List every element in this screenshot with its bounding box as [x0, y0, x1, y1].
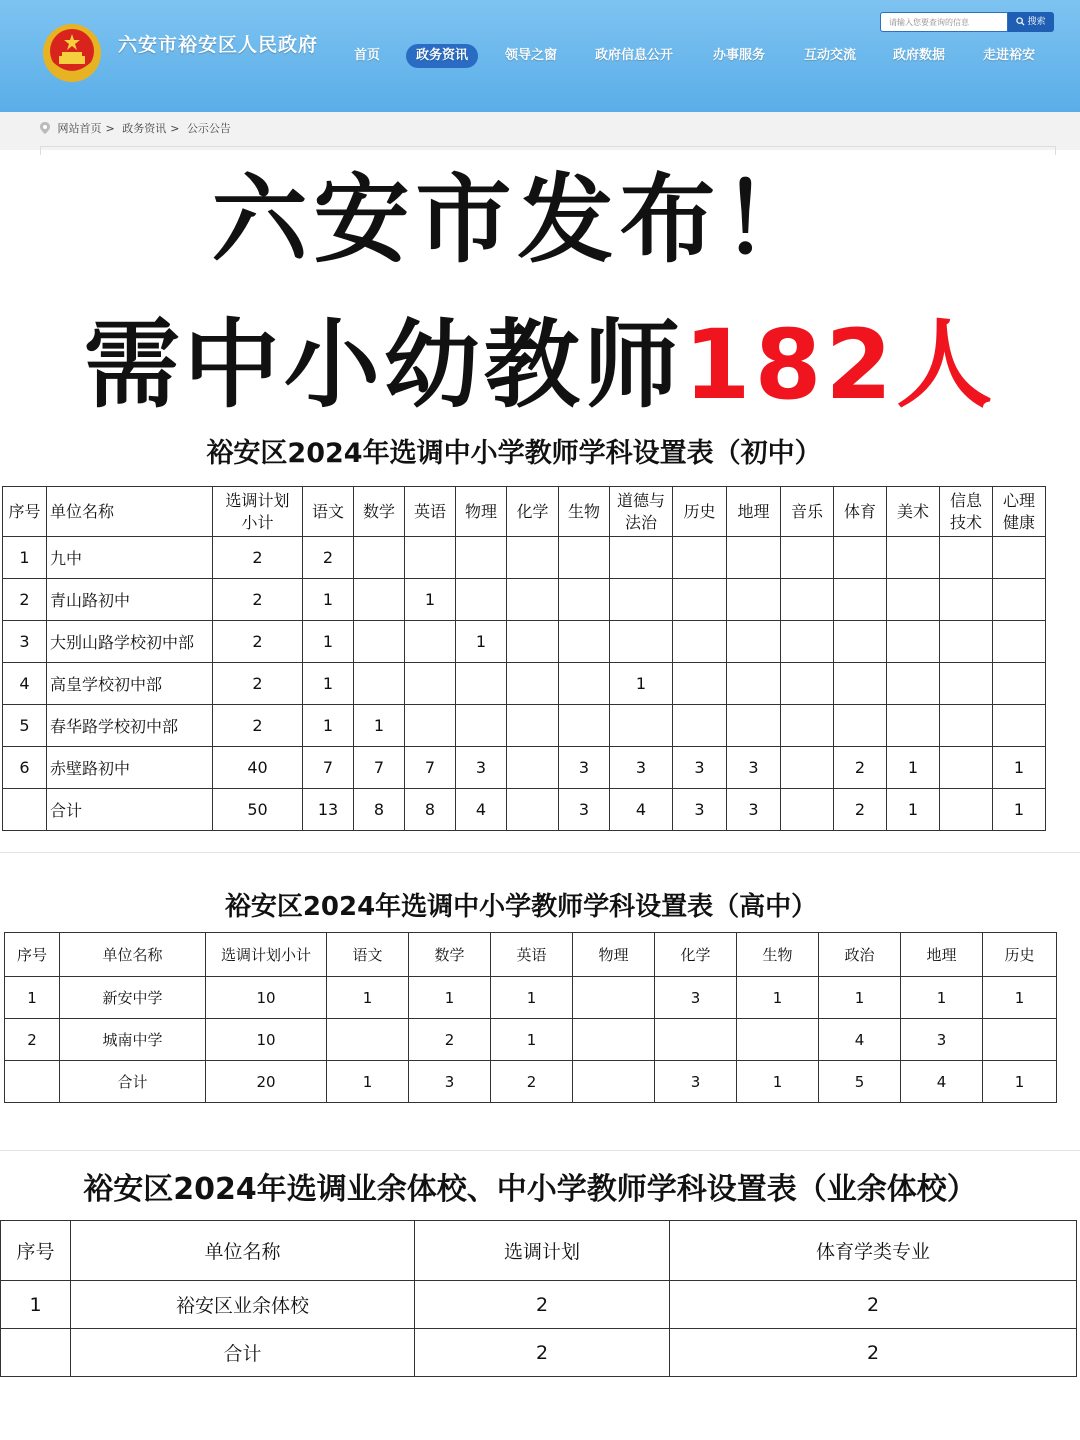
unit-name-cell: 合计 [60, 1061, 206, 1103]
value-cell [559, 663, 610, 705]
value-cell [507, 579, 559, 621]
unit-name-cell: 合计 [47, 789, 213, 831]
row-index-cell: 3 [3, 621, 47, 663]
column-header: 单位名称 [47, 487, 213, 537]
nav-gov-info[interactable]: 政府信息公开 [595, 48, 674, 63]
value-cell: 7 [405, 747, 456, 789]
row-index-cell: 2 [3, 579, 47, 621]
location-pin-icon [40, 122, 50, 134]
sheet-gridline [0, 852, 1080, 853]
sports-school-table [0, 1220, 1077, 1377]
value-cell: 3 [673, 789, 727, 831]
table-row [5, 1019, 1057, 1061]
table-row [3, 747, 1046, 789]
value-cell [405, 621, 456, 663]
table-row [5, 977, 1057, 1019]
value-cell: 5 [819, 1061, 901, 1103]
value-cell [940, 579, 993, 621]
value-cell: 3 [901, 1019, 983, 1061]
unit-name-cell: 城南中学 [60, 1019, 206, 1061]
unit-name-cell: 裕安区业余体校 [71, 1281, 415, 1329]
value-cell: 2 [670, 1329, 1077, 1377]
value-cell: 3 [727, 789, 781, 831]
value-cell: 1 [983, 977, 1057, 1019]
value-cell: 7 [303, 747, 354, 789]
value-cell [507, 789, 559, 831]
nav-leaders[interactable]: 领导之窗 [505, 48, 558, 63]
row-index-cell: 6 [3, 747, 47, 789]
value-cell: 20 [206, 1061, 327, 1103]
value-cell: 2 [213, 537, 303, 579]
row-index-cell: 5 [3, 705, 47, 747]
column-header: 序号 [5, 933, 60, 977]
nav-about[interactable]: 走进裕安 [983, 48, 1036, 63]
unit-name-cell: 青山路初中 [47, 579, 213, 621]
search-icon [1016, 17, 1025, 26]
table-header-row [3, 487, 1046, 537]
column-header: 体育学类专业 [670, 1221, 1077, 1281]
value-cell: 4 [610, 789, 673, 831]
value-cell [887, 663, 940, 705]
value-cell: 1 [456, 621, 507, 663]
breadcrumb-news[interactable]: 政务资讯 [122, 122, 167, 135]
nav-interaction[interactable]: 互动交流 [804, 48, 857, 63]
value-cell [781, 579, 834, 621]
value-cell: 1 [491, 977, 573, 1019]
column-header: 选调计划 小计 [213, 487, 303, 537]
value-cell: 1 [409, 977, 491, 1019]
value-cell [834, 705, 887, 747]
value-cell: 4 [456, 789, 507, 831]
value-cell [673, 663, 727, 705]
value-cell [507, 663, 559, 705]
column-header: 单位名称 [71, 1221, 415, 1281]
value-cell [737, 1019, 819, 1061]
value-cell [354, 621, 405, 663]
value-cell: 1 [303, 621, 354, 663]
table-row [3, 705, 1046, 747]
total-row [5, 1061, 1057, 1103]
column-header: 地理 [727, 487, 781, 537]
value-cell [993, 537, 1046, 579]
table-header-row [1, 1221, 1077, 1281]
breadcrumb [40, 120, 235, 136]
value-cell [940, 747, 993, 789]
value-cell [940, 789, 993, 831]
value-cell [834, 537, 887, 579]
column-header: 心理 健康 [993, 487, 1046, 537]
value-cell: 1 [405, 579, 456, 621]
value-cell [354, 537, 405, 579]
value-cell [673, 705, 727, 747]
column-header: 数学 [409, 933, 491, 977]
value-cell [887, 579, 940, 621]
column-header: 道德与 法治 [610, 487, 673, 537]
column-header: 生物 [737, 933, 819, 977]
value-cell: 2 [213, 579, 303, 621]
breadcrumb-separator: > [170, 122, 180, 135]
value-cell [573, 1061, 655, 1103]
value-cell: 2 [213, 705, 303, 747]
value-cell [727, 705, 781, 747]
value-cell [655, 1019, 737, 1061]
junior-table-title: 裕安区2024年选调中小学教师学科设置表（初中） [206, 438, 822, 469]
column-header: 信息 技术 [940, 487, 993, 537]
column-header: 音乐 [781, 487, 834, 537]
unit-name-cell: 新安中学 [60, 977, 206, 1019]
column-header: 选调计划小计 [206, 933, 327, 977]
value-cell [834, 663, 887, 705]
value-cell [940, 537, 993, 579]
value-cell: 1 [737, 1061, 819, 1103]
value-cell: 40 [213, 747, 303, 789]
value-cell: 1 [303, 579, 354, 621]
value-cell [559, 579, 610, 621]
value-cell [456, 663, 507, 705]
row-index-cell: 1 [5, 977, 60, 1019]
value-cell [781, 663, 834, 705]
value-cell: 1 [491, 1019, 573, 1061]
value-cell [559, 537, 610, 579]
headline-red-text: 182人 [683, 309, 997, 421]
value-cell [507, 705, 559, 747]
column-header: 单位名称 [60, 933, 206, 977]
breadcrumb-separator: > [105, 122, 115, 135]
value-cell [781, 537, 834, 579]
content-frame [40, 146, 1056, 155]
value-cell: 1 [983, 1061, 1057, 1103]
row-index-cell [3, 789, 47, 831]
column-header: 物理 [456, 487, 507, 537]
value-cell: 2 [213, 663, 303, 705]
value-cell [834, 579, 887, 621]
value-cell [610, 621, 673, 663]
value-cell [781, 705, 834, 747]
value-cell: 3 [655, 977, 737, 1019]
breadcrumb-home[interactable]: 网站首页 [57, 122, 102, 135]
value-cell [940, 621, 993, 663]
value-cell: 50 [213, 789, 303, 831]
column-header: 语文 [303, 487, 354, 537]
national-emblem-icon [42, 22, 102, 84]
value-cell: 8 [354, 789, 405, 831]
total-row [3, 789, 1046, 831]
value-cell [781, 747, 834, 789]
value-cell [405, 663, 456, 705]
value-cell: 1 [993, 747, 1046, 789]
headline-black-text: 需中小幼教师 [83, 309, 684, 421]
column-header: 英语 [405, 487, 456, 537]
headline-line-1: 六安市发布！ [211, 164, 824, 276]
value-cell [354, 579, 405, 621]
table-row [3, 621, 1046, 663]
table-header-row [5, 933, 1057, 977]
value-cell: 1 [303, 663, 354, 705]
value-cell [834, 621, 887, 663]
value-cell [993, 663, 1046, 705]
column-header: 序号 [3, 487, 47, 537]
sports-table-title: 裕安区2024年选调业余体校、中小学教师学科设置表（业余体校） [83, 1172, 977, 1207]
nav-news[interactable]: 政务资讯 [406, 44, 478, 68]
value-cell: 10 [206, 977, 327, 1019]
value-cell: 1 [327, 1061, 409, 1103]
column-header: 语文 [327, 933, 409, 977]
value-cell [727, 663, 781, 705]
value-cell [673, 621, 727, 663]
table-row [3, 537, 1046, 579]
value-cell: 2 [213, 621, 303, 663]
column-header: 地理 [901, 933, 983, 977]
nav-home[interactable]: 首页 [354, 48, 381, 63]
senior-subject-table [4, 932, 1057, 1103]
value-cell [456, 579, 507, 621]
nav-data[interactable]: 政府数据 [893, 48, 946, 63]
value-cell: 3 [456, 747, 507, 789]
value-cell [507, 747, 559, 789]
row-index-cell: 4 [3, 663, 47, 705]
value-cell: 3 [559, 747, 610, 789]
row-index-cell: 2 [5, 1019, 60, 1061]
row-index-cell: 1 [3, 537, 47, 579]
column-header: 化学 [507, 487, 559, 537]
value-cell [781, 789, 834, 831]
column-header: 历史 [983, 933, 1057, 977]
value-cell [573, 977, 655, 1019]
column-header: 体育 [834, 487, 887, 537]
value-cell: 1 [303, 705, 354, 747]
value-cell [993, 705, 1046, 747]
value-cell: 2 [491, 1061, 573, 1103]
value-cell: 2 [670, 1281, 1077, 1329]
value-cell: 8 [405, 789, 456, 831]
column-header: 选调计划 [415, 1221, 670, 1281]
value-cell: 13 [303, 789, 354, 831]
unit-name-cell: 合计 [71, 1329, 415, 1377]
value-cell [887, 621, 940, 663]
total-row [1, 1329, 1077, 1377]
value-cell: 2 [415, 1329, 670, 1377]
value-cell [559, 705, 610, 747]
value-cell: 1 [327, 977, 409, 1019]
value-cell: 1 [993, 789, 1046, 831]
value-cell [456, 537, 507, 579]
value-cell: 1 [887, 747, 940, 789]
column-header: 英语 [491, 933, 573, 977]
value-cell: 1 [819, 977, 901, 1019]
value-cell: 1 [737, 977, 819, 1019]
value-cell: 1 [887, 789, 940, 831]
search-input[interactable]: 请输入您要查询的信息 [880, 12, 1008, 32]
value-cell: 10 [206, 1019, 327, 1061]
value-cell [573, 1019, 655, 1061]
value-cell [781, 621, 834, 663]
value-cell: 7 [354, 747, 405, 789]
column-header: 化学 [655, 933, 737, 977]
column-header: 物理 [573, 933, 655, 977]
column-header: 生物 [559, 487, 610, 537]
value-cell [993, 579, 1046, 621]
row-index-cell [5, 1061, 60, 1103]
column-header: 美术 [887, 487, 940, 537]
table-row [1, 1281, 1077, 1329]
column-header: 政治 [819, 933, 901, 977]
row-index-cell: 1 [1, 1281, 71, 1329]
value-cell [727, 537, 781, 579]
value-cell: 2 [834, 747, 887, 789]
value-cell [940, 663, 993, 705]
value-cell: 2 [834, 789, 887, 831]
value-cell [354, 663, 405, 705]
breadcrumb-notices[interactable]: 公示公告 [186, 122, 231, 135]
value-cell: 3 [559, 789, 610, 831]
unit-name-cell: 赤壁路初中 [47, 747, 213, 789]
value-cell: 3 [409, 1061, 491, 1103]
column-header: 历史 [673, 487, 727, 537]
table-row [3, 579, 1046, 621]
unit-name-cell: 高皇学校初中部 [47, 663, 213, 705]
headline-line-2 [0, 310, 1080, 420]
unit-name-cell: 九中 [47, 537, 213, 579]
column-header: 数学 [354, 487, 405, 537]
value-cell [507, 537, 559, 579]
value-cell [405, 537, 456, 579]
value-cell: 3 [727, 747, 781, 789]
value-cell [405, 705, 456, 747]
value-cell: 2 [409, 1019, 491, 1061]
value-cell [673, 537, 727, 579]
value-cell: 4 [901, 1061, 983, 1103]
value-cell [887, 705, 940, 747]
value-cell: 2 [303, 537, 354, 579]
value-cell [940, 705, 993, 747]
table-row [3, 663, 1046, 705]
value-cell: 4 [819, 1019, 901, 1061]
value-cell: 1 [610, 663, 673, 705]
value-cell: 3 [673, 747, 727, 789]
column-header: 序号 [1, 1221, 71, 1281]
value-cell [507, 621, 559, 663]
value-cell [559, 621, 610, 663]
value-cell [983, 1019, 1057, 1061]
value-cell: 3 [655, 1061, 737, 1103]
site-header [0, 0, 1080, 112]
unit-name-cell: 春华路学校初中部 [47, 705, 213, 747]
value-cell: 1 [354, 705, 405, 747]
senior-table-title: 裕安区2024年选调中小学教师学科设置表（高中） [224, 892, 818, 922]
value-cell: 1 [901, 977, 983, 1019]
value-cell [610, 705, 673, 747]
value-cell [887, 537, 940, 579]
value-cell [610, 537, 673, 579]
nav-services[interactable]: 办事服务 [713, 48, 766, 63]
value-cell [727, 579, 781, 621]
value-cell [993, 621, 1046, 663]
search-button-label: 搜索 [1027, 17, 1046, 27]
value-cell [327, 1019, 409, 1061]
unit-name-cell: 大别山路学校初中部 [47, 621, 213, 663]
sheet-gridline [0, 1150, 1080, 1151]
value-cell: 3 [610, 747, 673, 789]
value-cell [673, 579, 727, 621]
value-cell: 2 [415, 1281, 670, 1329]
site-name[interactable]: 六安市裕安区人民政府 [118, 34, 319, 56]
row-index-cell [1, 1329, 71, 1377]
value-cell [456, 705, 507, 747]
search-button[interactable] [1008, 12, 1054, 32]
junior-subject-table [2, 486, 1046, 831]
value-cell [727, 621, 781, 663]
value-cell [610, 579, 673, 621]
